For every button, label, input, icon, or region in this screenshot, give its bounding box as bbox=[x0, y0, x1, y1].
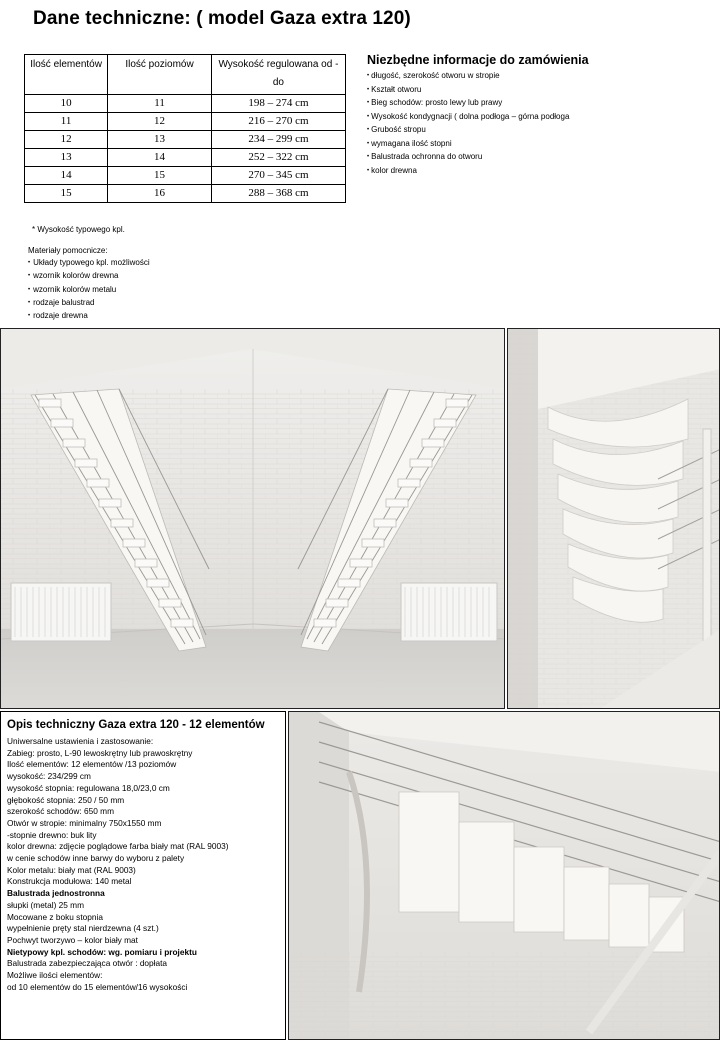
cell-levels: 12 bbox=[108, 113, 212, 131]
photo-staircases-front bbox=[0, 328, 505, 709]
table-row bbox=[25, 149, 346, 167]
table-row bbox=[25, 131, 346, 149]
table-row bbox=[25, 113, 346, 131]
description-line: -stopnie drewno: buk lity bbox=[7, 829, 97, 840]
description-line: Uniwersalne ustawienia i zastosowanie: bbox=[7, 736, 154, 746]
materials-list bbox=[28, 257, 150, 323]
spec-table-header-row bbox=[25, 55, 346, 95]
cell-levels: 14 bbox=[108, 149, 212, 167]
technical-description bbox=[0, 711, 286, 1040]
description-line: Kolor metalu: biały mat (RAL 9003) bbox=[7, 864, 136, 875]
cell-levels: 11 bbox=[108, 95, 212, 113]
table-row bbox=[25, 95, 346, 113]
list-item: • długość, szerokość otworu w stropie bbox=[367, 70, 712, 84]
table-row bbox=[25, 185, 346, 203]
description-line: Zabieg: prosto, L-90 lewoskrętny lub prawoskrętny bbox=[7, 747, 193, 758]
cell-elements: 13 bbox=[25, 149, 108, 167]
cell-levels: 16 bbox=[108, 185, 212, 203]
description-line: Nietypowy kpl. schodów: wg. pomiaru i projektu bbox=[7, 946, 197, 957]
cell-elements: 11 bbox=[25, 113, 108, 131]
radiator-right bbox=[401, 583, 497, 641]
description-line: Balustrada zabezpieczająca otwór : dopłata bbox=[7, 958, 168, 969]
list-item: • Wysokość kondygnacji ( dolna podłoga – górna podłoga bbox=[367, 111, 712, 125]
list-item: • wzornik kolorów drewna bbox=[28, 270, 150, 283]
spec-table bbox=[24, 54, 346, 203]
materials-heading: Materiały pomocnicze: bbox=[28, 246, 108, 255]
list-item: • Balustrada ochronna do otworu bbox=[367, 151, 712, 165]
description-line: Mocowane z boku stopnia bbox=[7, 911, 103, 922]
list-item: • wymagana ilość stopni bbox=[367, 138, 712, 152]
order-info-section bbox=[367, 53, 712, 178]
description-line: wysokość: 234/299 cm bbox=[7, 771, 91, 782]
description-line: Możliwe ilości elementów: bbox=[7, 970, 103, 981]
header-levels-count: Ilość poziomów bbox=[108, 55, 212, 95]
description-heading: Opis techniczny Gaza extra 120 - 12 elementów bbox=[7, 719, 265, 731]
description-line: głębokość stopnia: 250 / 50 mm bbox=[7, 794, 125, 805]
cell-elements: 14 bbox=[25, 167, 108, 185]
list-item: • Grubość stropu bbox=[367, 124, 712, 138]
description-line: Pochwyt tworzywo – kolor biały mat bbox=[7, 934, 138, 945]
description-line: w cenie schodów inne barwy do wyboru z palety bbox=[7, 853, 185, 864]
description-line: Balustrada jednostronna bbox=[7, 888, 105, 899]
description-line: Ilość elementów: 12 elementów /13 poziomów bbox=[7, 759, 177, 770]
description-line: Otwór w stropie: minimalny 750x1550 mm bbox=[7, 817, 162, 828]
description-line: kolor drewna: zdjęcie poglądowe farba biały mat (RAL 9003) bbox=[7, 841, 229, 852]
cell-height: 216 – 270 cm bbox=[211, 113, 345, 131]
list-item: • Bieg schodów: prosto lewy lub prawy bbox=[367, 97, 712, 111]
cell-elements: 12 bbox=[25, 131, 108, 149]
list-item: • rodzaje drewna bbox=[28, 310, 150, 323]
cell-height: 288 – 368 cm bbox=[211, 185, 345, 203]
staircases-illustration bbox=[1, 329, 505, 709]
cell-levels: 13 bbox=[108, 131, 212, 149]
list-item: • kolor drewna bbox=[367, 165, 712, 179]
order-info-list bbox=[367, 70, 712, 178]
description-list bbox=[7, 736, 279, 993]
list-item: • rodzaje balustrad bbox=[28, 297, 150, 310]
description-line: od 10 elementów do 15 elementów/16 wysokości bbox=[7, 981, 188, 992]
description-line: wypełnienie pręty stal nierdzewna (4 szt.) bbox=[7, 923, 159, 934]
cell-levels: 15 bbox=[108, 167, 212, 185]
materials-section bbox=[28, 245, 150, 323]
header-height-range: Wysokość regulowana od - do bbox=[211, 55, 345, 95]
photo-staircase-underside bbox=[507, 328, 720, 709]
description-line: wysokość stopnia: regulowana 18,0/23,0 cm bbox=[7, 782, 170, 793]
list-item: • Układy typowego kpl. możliwości bbox=[28, 257, 150, 270]
cell-height: 270 – 345 cm bbox=[211, 167, 345, 185]
cell-height: 252 – 322 cm bbox=[211, 149, 345, 167]
description-line: słupki (metal) 25 mm bbox=[7, 899, 84, 910]
order-info-heading: Niezbędne informacje do zamówienia bbox=[367, 53, 589, 67]
page-title: Dane techniczne: ( model Gaza extra 120) bbox=[33, 8, 411, 29]
cell-elements: 15 bbox=[25, 185, 108, 203]
staircase-underside-illustration bbox=[508, 329, 720, 709]
description-line: Konstrukcja modułowa: 140 metal bbox=[7, 876, 132, 887]
list-item: • wzornik kolorów metalu bbox=[28, 284, 150, 297]
table-row bbox=[25, 167, 346, 185]
cell-height: 234 – 299 cm bbox=[211, 131, 345, 149]
list-item: • Kształt otworu bbox=[367, 84, 712, 98]
radiator-left bbox=[11, 583, 111, 641]
cell-elements: 10 bbox=[25, 95, 108, 113]
header-elements-count: Ilość elementów bbox=[25, 55, 108, 95]
staircase-side-illustration bbox=[289, 712, 720, 1040]
description-line: szerokość schodów: 650 mm bbox=[7, 806, 114, 817]
photo-staircase-side bbox=[288, 711, 720, 1040]
footnote: * Wysokość typowego kpl. bbox=[32, 225, 125, 234]
cell-height: 198 – 274 cm bbox=[211, 95, 345, 113]
